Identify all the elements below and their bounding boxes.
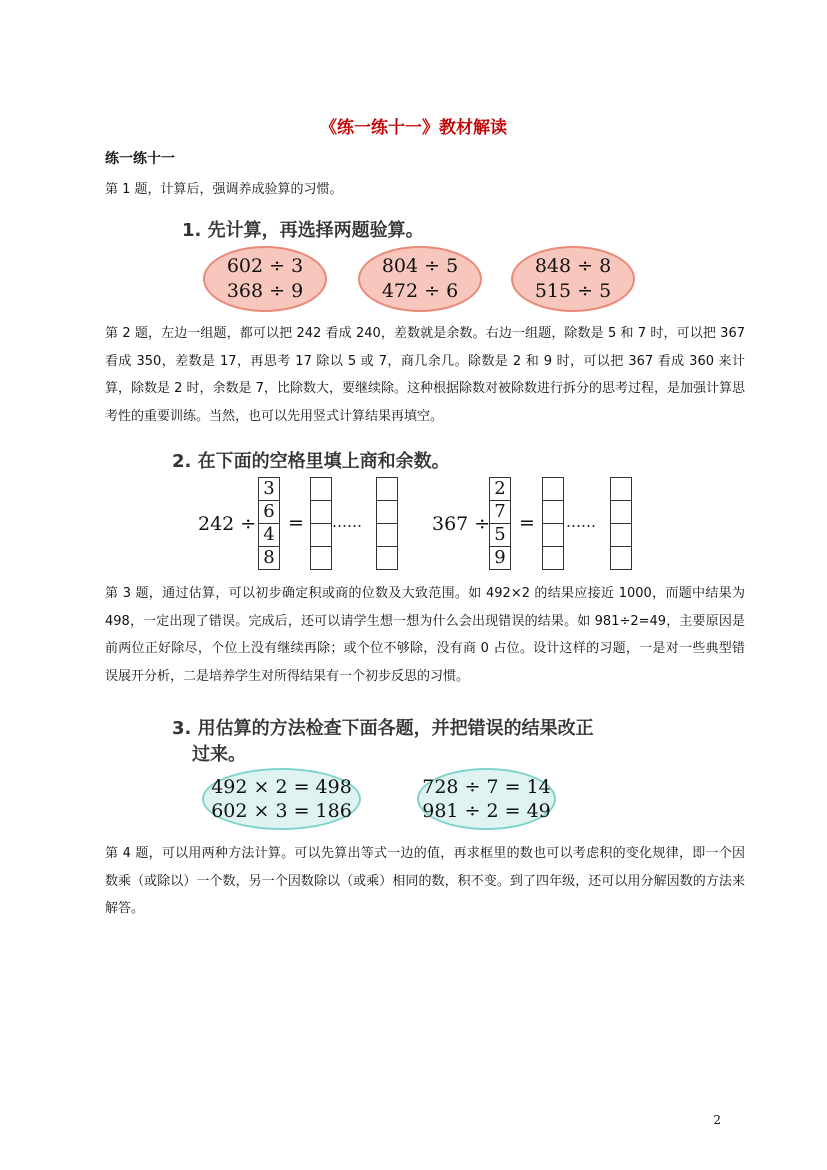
divisor-cell: 7 — [490, 501, 510, 524]
exercise-1-heading: 1. 先计算，再选择两题验算。 — [182, 220, 424, 241]
exercise-3-oval-a — [202, 768, 361, 830]
exercise-2-heading: 2. 在下面的空格里填上商和余数。 — [172, 451, 450, 472]
equals-sign: = — [519, 512, 535, 534]
divisor-cell: 3 — [259, 478, 279, 501]
quotient-boxes[interactable] — [542, 477, 564, 570]
oval-line: 804 ÷ 5 — [381, 255, 459, 277]
divisor-cell: 5 — [490, 524, 510, 547]
divisor-cell: 8 — [263, 547, 275, 568]
exercise-3-heading-cont: 过来。 — [192, 744, 246, 765]
exercise-2-right-divisors — [489, 477, 511, 570]
divisor-cell: 6 — [259, 501, 279, 524]
exercise-2-right-dividend: 367 ÷ — [432, 513, 491, 535]
oval-line: 492 × 2 = 498 — [211, 776, 352, 798]
exercise-2-left-dividend: 242 ÷ — [198, 513, 257, 535]
page-title: 《练一练十一》教材解读 — [320, 118, 507, 138]
exercise-1-figure — [178, 214, 638, 314]
exercise-2-left-divisors — [258, 477, 280, 570]
oval-line: 602 × 3 = 186 — [211, 800, 352, 822]
paragraph-3: 第 3 题，通过估算，可以初步确定积或商的位数及大致范围。如 492×2 的结果应接近 1000，而题中结果为 498，一定出现了错误。完成后，还可以请学生想一想为什么会出现错误的结果。如 981÷2=49，主要原因是前两位正好除尽，个位上没有继续再除；或个位不够除，没有商 0 占位。设计这样的习题，一是对一些典型错误展开分析，二是培养学生对所得结果有一个初步反思的习惯。 — [105, 586, 745, 684]
page-number: 2 — [713, 1113, 721, 1127]
exercise-2-figure — [172, 445, 642, 573]
oval-line: 602 ÷ 3 — [226, 255, 304, 277]
paragraph-4: 第 4 题，可以用两种方法计算。可以先算出等式一边的值，再求框里的数也可以考虑积的变化规律，即一个因数乘（或除以）一个数，另一个因数除以（或乘）相同的数，积不变。到了四年级，还可以用分解因数的方法来解答。 — [105, 846, 745, 916]
exercise-1-oval-c — [511, 246, 635, 312]
remainder-dots: …… — [332, 513, 362, 531]
exercise-1-oval-a — [203, 246, 327, 312]
divisor-cell: 2 — [490, 478, 510, 501]
oval-line: 848 ÷ 8 — [534, 255, 612, 277]
remainder-boxes[interactable] — [376, 477, 398, 570]
section-heading: 练一练十一 — [105, 151, 175, 167]
oval-line: 368 ÷ 9 — [226, 280, 304, 302]
oval-line: 728 ÷ 7 = 14 — [422, 776, 551, 798]
exercise-3-oval-b — [417, 768, 556, 830]
paragraph-2: 第 2 题，左边一组题，都可以把 242 看成 240，差数就是余数。右边一组题，除数是 5 和 7 时，可以把 367 看成 350，差数是 17，再思考 17 除以 5 或 7，商几余几。除数是 2 和 9 时，可以把 367 看成 360 来计算，除数是 2 时，余数是 7，比除数大，要继续除。这种根据除数对被除数进行拆分的思考过程，是加强计算思考性的重要训练。当然，也可以先用竖式计算结果再填空。 — [105, 326, 745, 424]
exercise-3-heading: 3. 用估算的方法检查下面各题，并把错误的结果改正 — [172, 718, 594, 739]
remainder-boxes[interactable] — [610, 477, 632, 570]
paragraph-1: 第 1 题，计算后，强调养成验算的习惯。 — [105, 182, 343, 197]
divisor-cell: 4 — [259, 524, 279, 547]
quotient-boxes[interactable] — [310, 477, 332, 570]
remainder-dots: …… — [566, 513, 596, 531]
oval-line: 472 ÷ 6 — [381, 280, 459, 302]
oval-line: 981 ÷ 2 = 49 — [422, 800, 551, 822]
exercise-1-oval-b — [358, 246, 482, 312]
equals-sign: = — [288, 512, 304, 534]
oval-line: 515 ÷ 5 — [534, 280, 612, 302]
divisor-cell: 9 — [494, 547, 506, 568]
exercise-3-figure — [172, 712, 642, 832]
